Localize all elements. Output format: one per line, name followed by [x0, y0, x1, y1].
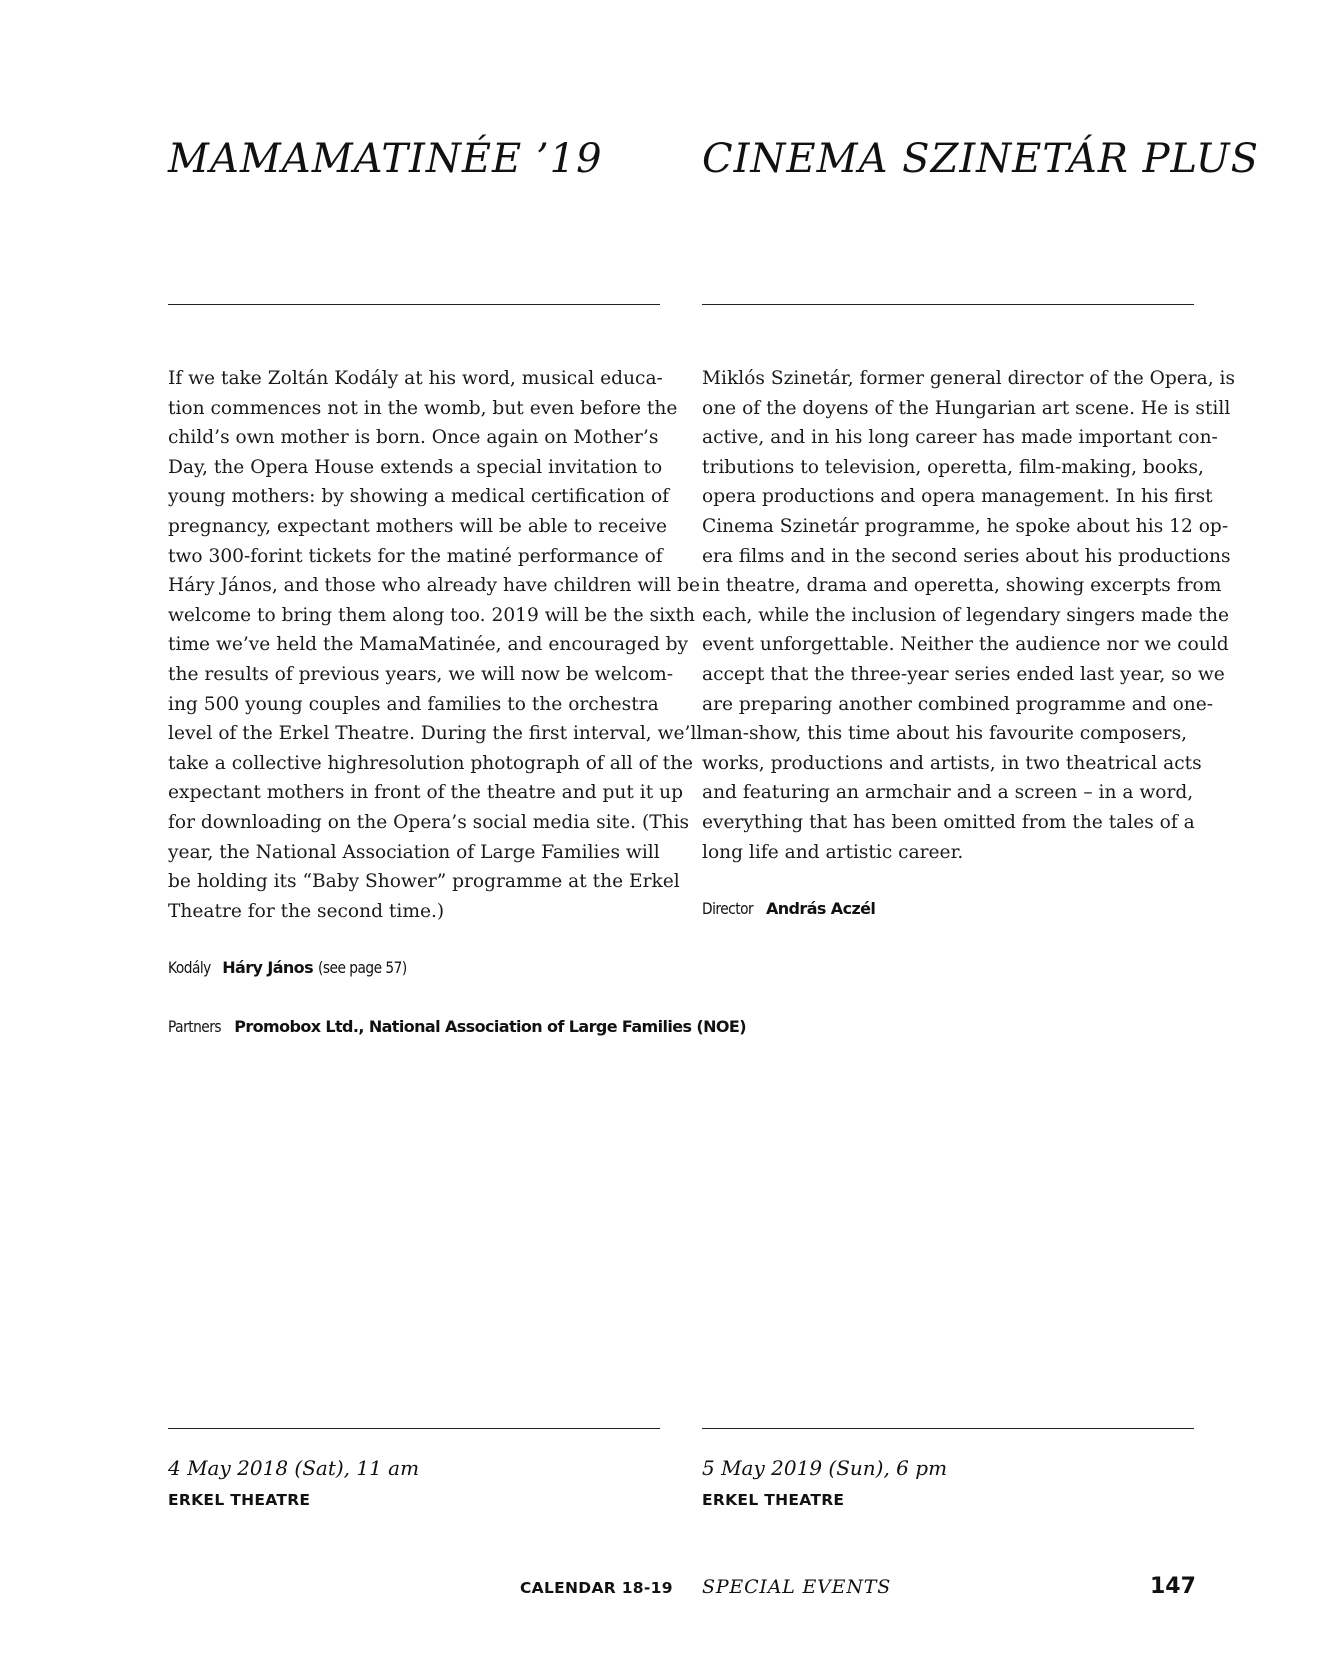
page-number: 147: [1150, 1574, 1196, 1599]
paragraph-line: event unforgettable. Neither the audience nor we could: [702, 634, 1229, 656]
paragraph-line: year, the National Association of Large Families will: [168, 841, 660, 863]
paragraph-line: works, productions and artists, in two theatrical acts: [702, 752, 1202, 774]
left-partners-credit: [168, 1017, 746, 1036]
right-top-divider: [702, 304, 1194, 305]
paragraph-line: Day, the Opera House extends a special invitation to: [168, 456, 663, 478]
paragraph-line: two 300-forint tickets for the matiné performance of: [168, 545, 663, 567]
right-bottom-divider: [702, 1428, 1194, 1429]
footer-calendar-label: CALENDAR 18-19: [520, 1579, 673, 1597]
paragraph-line: everything that has been omitted from the tales of a: [702, 811, 1195, 833]
footer-section-label: SPECIAL EVENTS: [702, 1576, 892, 1598]
paragraph-line: accept that the three-year series ended last year, so we: [702, 663, 1225, 685]
work-title: Háry János: [222, 958, 314, 977]
paragraph-line: If we take Zoltán Kodály at his word, musical educa-: [168, 368, 663, 389]
right-director-credit: [702, 899, 875, 918]
right-event-venue: ERKEL THEATRE: [702, 1491, 845, 1509]
paragraph-line: era films and in the second series about his productions: [702, 545, 1231, 567]
paragraph-line: be holding its “Baby Shower” programme at the Erkel: [168, 871, 680, 893]
paragraph-line: ing 500 young couples and families to the orchestra: [168, 693, 659, 715]
paragraph-line: for downloading on the Opera’s social media site. (This: [168, 811, 690, 833]
paragraph-line: are preparing another combined programme and one-: [702, 693, 1214, 715]
paragraph-line: the results of previous years, we will now be welcom-: [168, 663, 674, 685]
paragraph-line: opera productions and opera management. In his first: [702, 486, 1213, 508]
left-event-date: 4 May 2018 (Sat), 11 am: [168, 1456, 420, 1480]
director-value: András Aczél: [765, 899, 876, 918]
partners-value: Promobox Ltd., National Association of Large Families (NOE): [234, 1017, 746, 1036]
paragraph-line: Theatre for the second time.): [168, 900, 445, 922]
right-event-description: [702, 364, 1235, 867]
paragraph-line: in theatre, drama and operetta, showing excerpts from: [702, 575, 1222, 597]
paragraph-line: welcome to bring them along too. 2019 will be the sixth: [168, 604, 695, 626]
left-bottom-divider: [168, 1428, 660, 1429]
paragraph-line: long life and artistic career.: [702, 841, 964, 863]
paragraph-line: level of the Erkel Theatre. During the first interval, we’ll: [168, 723, 703, 745]
right-event-date: 5 May 2019 (Sun), 6 pm: [702, 1456, 948, 1480]
paragraph-line: each, while the inclusion of legendary singers made the: [702, 604, 1229, 626]
left-event-title: MAMAMATINÉE ’19: [168, 136, 603, 182]
paragraph-line: Cinema Szinetár programme, he spoke about his 12 op-: [702, 515, 1229, 537]
paragraph-line: man-show, this time about his favourite composers,: [702, 723, 1188, 745]
paragraph-line: young mothers: by showing a medical certification of: [168, 486, 670, 508]
paragraph-line: pregnancy, expectant mothers will be able to receive: [168, 515, 668, 537]
paragraph-line: tributions to television, operetta, film-making, books,: [702, 456, 1204, 478]
left-event-description: [168, 364, 702, 926]
left-event-venue: ERKEL THEATRE: [168, 1491, 311, 1509]
paragraph-line: Háry János, and those who already have children will be: [168, 575, 700, 597]
paragraph-line: take a collective highresolution photograph of all of the: [168, 752, 694, 774]
paragraph-line: active, and in his long career has made important con-: [702, 427, 1218, 449]
left-work-credit: [168, 958, 421, 977]
left-top-divider: [168, 304, 660, 305]
director-label: Director: [702, 899, 754, 918]
paragraph-line: Miklós Szinetár, former general director of the Opera, is: [702, 368, 1236, 389]
work-composer: Kodály: [168, 958, 211, 977]
paragraph-line: tion commences not in the womb, but even before the: [168, 397, 678, 419]
paragraph-line: one of the doyens of the Hungarian art scene. He is still: [702, 397, 1231, 419]
work-page-note: (see page 57): [317, 958, 407, 977]
paragraph-line: and featuring an armchair and a screen – in a word,: [702, 782, 1194, 804]
paragraph-line: child’s own mother is born. Once again on Mother’s: [168, 427, 659, 449]
right-event-title: CINEMA SZINETÁR PLUS: [702, 136, 1259, 182]
paragraph-line: time we’ve held the MamaMatinée, and encouraged by: [168, 634, 689, 656]
partners-label: Partners: [168, 1017, 222, 1036]
paragraph-line: expectant mothers in front of the theatre and put it up: [168, 782, 683, 804]
